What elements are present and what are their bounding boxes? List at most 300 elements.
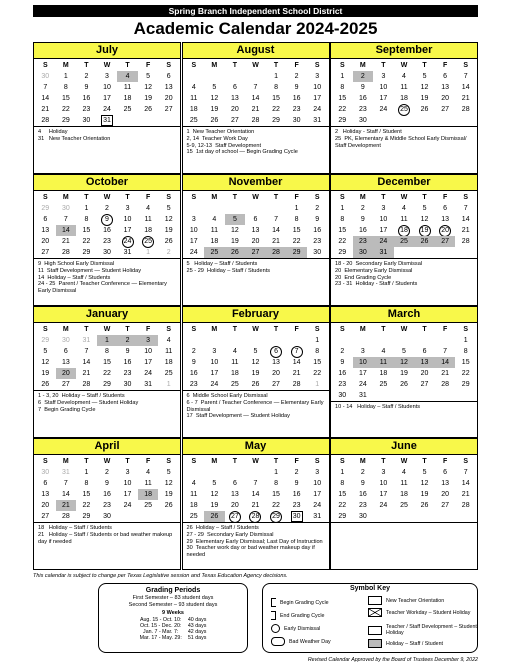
day-cell xyxy=(225,203,246,214)
weekday-label: S xyxy=(191,62,197,69)
day-cell: 1 xyxy=(274,73,279,80)
day-cell: 25 xyxy=(400,502,408,509)
note-line: 5 Holiday – Staff / Students xyxy=(186,261,258,267)
weekday-label: F xyxy=(294,326,299,333)
day-cell: 26 xyxy=(414,236,435,247)
day-cell: 18 xyxy=(400,491,408,498)
weekday-label: T xyxy=(381,326,386,333)
day-cell: 5 xyxy=(422,73,427,80)
note-line: 20 End Grading Cycle xyxy=(335,274,392,281)
day-cell: 17 xyxy=(210,370,219,377)
day-cell: 8 xyxy=(84,480,89,487)
day-cell: 4 xyxy=(232,348,237,355)
key-label: Teacher / Staff Development – Student Holiday xyxy=(386,624,477,636)
day-cell: 8 xyxy=(340,84,345,91)
day-cell: 15 xyxy=(272,95,280,102)
key-label: Teacher Workday – Student Holiday xyxy=(386,609,471,616)
day-cell xyxy=(455,115,476,126)
day-cell: 24 xyxy=(123,502,132,509)
day-cell: 7 xyxy=(274,216,279,223)
day-cell: 21 xyxy=(41,106,50,113)
day-cell: 29 xyxy=(82,249,91,256)
day-cell: 1 xyxy=(340,469,345,476)
day-cell: 12 xyxy=(420,84,429,91)
day-cell: 21 xyxy=(56,500,77,511)
day-cell: 9 xyxy=(360,216,365,223)
day-cell: 29 xyxy=(286,247,307,258)
weekday-label: S xyxy=(314,326,320,333)
day-cell: 14 xyxy=(461,84,470,91)
day-cell: 12 xyxy=(231,227,239,234)
day-cell: 13 xyxy=(231,95,239,102)
weekday-label: S xyxy=(463,458,469,465)
note-line: 24 - 25 Parent / Teacher Conference — Elementary Early Dismissal xyxy=(38,281,169,295)
teacher-workday-icon xyxy=(368,608,382,617)
day-cell: 28 xyxy=(61,513,70,520)
day-cell: 10 xyxy=(353,357,374,368)
end-grading-icon xyxy=(271,611,276,620)
weekday-label: M xyxy=(359,194,366,201)
weekday-label: F xyxy=(442,194,448,201)
note-line: 29 Elementary Early Dismissal; Last Day of Instruction xyxy=(186,538,323,545)
day-cell: 27 xyxy=(231,117,239,124)
day-cell: 24 xyxy=(373,236,394,247)
day-cell: 8 xyxy=(315,348,320,355)
day-cell: 22 xyxy=(82,238,91,245)
day-cell: 4 xyxy=(146,469,151,476)
day-cell: 15 xyxy=(338,227,347,234)
day-cell: 8 xyxy=(294,216,299,223)
weekday-label: W xyxy=(400,326,408,333)
day-cell: 15 xyxy=(338,491,347,498)
day-cell: 17 xyxy=(379,491,388,498)
key-label: Begin Grading Cycle xyxy=(280,599,329,606)
day-cell: 6 xyxy=(43,216,48,223)
day-cell: 25 xyxy=(394,104,415,115)
month-notes xyxy=(183,258,329,296)
note-line: 25 - 29 Holiday – Staff / Students xyxy=(186,267,271,274)
day-cell: 8 xyxy=(340,216,345,223)
day-cell: 4 xyxy=(166,337,171,344)
day-cell: 22 xyxy=(292,238,301,245)
day-cell: 30 xyxy=(358,117,367,124)
month-notes xyxy=(34,522,180,560)
day-cell: 10 xyxy=(313,84,322,91)
district-banner: Spring Branch Independent School District xyxy=(33,5,478,17)
weekday-label: T xyxy=(125,458,130,465)
note-line: 15 1st day of school — Begin Grading Cycle xyxy=(186,149,298,156)
day-cell: 29 xyxy=(82,513,91,520)
day-cell: 18 xyxy=(394,225,415,236)
day-cell: 5 xyxy=(422,469,427,476)
disclaimer: This calendar is subject to change per Texas Legislative session and Texas Education Agency decisions. xyxy=(33,573,288,579)
day-cell: 28 xyxy=(461,106,470,113)
day-cell: 20 xyxy=(435,225,456,236)
weekday-label: S xyxy=(463,326,469,333)
day-cell: 16 xyxy=(292,491,301,498)
month-notes xyxy=(331,258,477,296)
day-cell: 29 xyxy=(41,337,50,344)
weekday-label: S xyxy=(166,326,172,333)
day-cell: 8 xyxy=(340,480,345,487)
day-cell xyxy=(455,247,476,258)
note-line: 17 Staff Development — Student Holiday xyxy=(186,413,290,420)
day-cell: 6 xyxy=(232,84,237,91)
day-cell: 20 xyxy=(420,370,429,377)
note-line: 11 Staff Development — Student Holiday xyxy=(38,267,142,274)
day-cell: 25 xyxy=(138,236,159,247)
day-cell: 6 xyxy=(422,348,427,355)
day-grid xyxy=(183,323,329,390)
day-cell xyxy=(184,335,205,346)
gp-range: Jan. 7 - Mar. 7: xyxy=(143,628,179,635)
day-cell: 31 xyxy=(358,392,367,399)
day-grid xyxy=(183,191,329,258)
day-cell: 22 xyxy=(103,370,111,377)
gp-days: 40 days xyxy=(187,616,207,623)
day-cell xyxy=(158,511,179,522)
day-cell: 6 xyxy=(443,205,448,212)
day-cell: 27 xyxy=(420,381,429,388)
day-cell: 13 xyxy=(441,480,450,487)
day-cell: 12 xyxy=(251,359,260,366)
day-cell xyxy=(332,335,353,346)
gp-days: 43 days xyxy=(187,622,207,629)
day-cell: 24 xyxy=(358,381,367,388)
note-line: 31 New Teacher Orientation xyxy=(38,135,111,142)
day-cell: 11 xyxy=(165,348,173,355)
day-cell: 11 xyxy=(400,84,408,91)
day-cell: 31 xyxy=(144,381,153,388)
day-cell: 11 xyxy=(400,480,408,487)
day-cell: 1 xyxy=(97,335,118,346)
day-cell: 10 xyxy=(313,480,322,487)
day-cell: 28 xyxy=(251,117,260,124)
day-cell: 17 xyxy=(189,238,198,245)
month-row xyxy=(33,438,478,570)
day-cell: 23 xyxy=(358,502,367,509)
month-october xyxy=(33,174,181,306)
month-notes xyxy=(331,522,477,560)
day-cell: 25 xyxy=(231,381,239,388)
day-cell: 8 xyxy=(105,348,109,355)
day-cell: 23 xyxy=(292,502,301,509)
day-cell xyxy=(184,71,205,82)
note-line: 18 Holiday – Staff / Students xyxy=(38,525,112,531)
early-dismissal-icon xyxy=(271,624,280,633)
day-cell xyxy=(245,467,266,478)
month-row xyxy=(33,42,478,174)
day-cell: 3 xyxy=(315,469,320,476)
day-cell: 20 xyxy=(231,106,239,113)
day-cell xyxy=(394,335,415,346)
day-cell: 18 xyxy=(164,359,173,366)
day-cell: 9 xyxy=(105,480,109,487)
day-grid xyxy=(331,191,477,258)
day-cell: 11 xyxy=(373,357,394,368)
day-grid xyxy=(34,455,180,522)
day-cell xyxy=(455,511,476,522)
day-cell: 16 xyxy=(358,491,367,498)
day-cell: 18 xyxy=(144,227,153,234)
weekday-label: M xyxy=(211,62,218,69)
weekday-label: T xyxy=(273,194,279,201)
day-cell: 22 xyxy=(61,106,70,113)
day-cell: 26 xyxy=(225,247,246,258)
weekday-label: T xyxy=(232,62,238,69)
weekday-label: F xyxy=(294,62,299,69)
month-november xyxy=(182,174,330,306)
weekday-label: F xyxy=(145,62,151,69)
month-july xyxy=(33,42,181,174)
day-cell: 9 xyxy=(315,216,320,223)
day-cell: 1 xyxy=(315,337,320,344)
calendar-grid xyxy=(33,42,478,570)
day-cell: 14 xyxy=(292,359,301,366)
day-cell: 4 xyxy=(402,469,406,476)
day-cell: 17 xyxy=(144,359,153,366)
weekday-label: S xyxy=(191,458,197,465)
day-cell: 5 xyxy=(225,214,246,225)
weekday-label: W xyxy=(400,458,408,465)
day-cell: 30 xyxy=(61,205,70,212)
day-cell: 26 xyxy=(204,511,225,522)
day-cell: 25 xyxy=(379,381,388,388)
day-cell: 26 xyxy=(420,106,429,113)
weekday-label: S xyxy=(166,458,172,465)
day-cell xyxy=(245,71,266,82)
day-cell: 7 xyxy=(253,84,258,91)
day-cell: 29 xyxy=(266,511,287,522)
day-cell: 29 xyxy=(338,513,347,520)
weekday-label: M xyxy=(62,326,69,333)
weekday-label: S xyxy=(339,194,345,201)
weekday-label: T xyxy=(232,194,238,201)
day-cell xyxy=(158,115,179,126)
day-cell: 5 xyxy=(212,480,217,487)
day-grid xyxy=(331,455,477,522)
day-cell: 13 xyxy=(251,227,260,234)
day-cell: 12 xyxy=(210,491,219,498)
day-cell: 10 xyxy=(144,348,153,355)
day-grid xyxy=(331,323,477,401)
day-cell: 12 xyxy=(41,359,50,366)
day-cell xyxy=(414,115,435,126)
day-cell xyxy=(394,115,415,126)
weekday-label: T xyxy=(273,62,279,69)
day-cell xyxy=(245,335,266,346)
day-cell xyxy=(435,335,456,346)
day-cell: 25 xyxy=(144,502,153,509)
day-grid xyxy=(34,59,180,126)
day-cell: 31 xyxy=(313,513,322,520)
gp-range: Oct. 15 - Dec. 20: xyxy=(139,622,182,629)
weekday-label: W xyxy=(252,458,259,465)
day-cell: 7 xyxy=(286,346,307,357)
gp-range: Aug. 15 - Oct. 10: xyxy=(139,616,182,623)
day-cell: 14 xyxy=(41,95,50,102)
day-cell: 12 xyxy=(210,95,219,102)
day-cell xyxy=(414,335,435,346)
day-cell: 29 xyxy=(61,117,70,124)
day-cell: 30 xyxy=(103,249,111,256)
day-cell: 1 xyxy=(63,73,68,80)
day-cell: 28 xyxy=(441,381,450,388)
month-name: July xyxy=(34,43,180,59)
key-label: Early Dismissal xyxy=(284,625,321,632)
weekday-label: S xyxy=(166,62,172,69)
day-cell: 8 xyxy=(274,84,279,91)
day-cell: 10 xyxy=(103,84,111,91)
day-cell: 15 xyxy=(61,95,70,102)
day-cell: 24 xyxy=(189,249,198,256)
weekday-label: M xyxy=(62,62,69,69)
day-cell: 27 xyxy=(164,106,173,113)
month-name: March xyxy=(331,307,477,323)
day-cell: 20 xyxy=(272,370,280,377)
day-cell: 21 xyxy=(61,238,70,245)
month-notes xyxy=(331,401,477,439)
weekday-label: S xyxy=(463,194,469,201)
weekday-label: W xyxy=(400,62,408,69)
day-cell: 4 xyxy=(212,216,217,223)
weekday-label: T xyxy=(84,62,89,69)
day-cell: 19 xyxy=(144,95,153,102)
weekday-label: T xyxy=(125,62,130,69)
day-cell: 7 xyxy=(463,469,468,476)
weekday-label: T xyxy=(84,458,89,465)
weekday-label: F xyxy=(145,458,151,465)
day-cell: 18 xyxy=(210,238,219,245)
day-cell: 4 xyxy=(402,73,406,80)
day-cell: 12 xyxy=(420,480,429,487)
day-cell: 11 xyxy=(190,95,198,102)
day-cell: 10 xyxy=(379,84,388,91)
day-cell: 3 xyxy=(125,205,130,212)
day-cell: 28 xyxy=(245,511,266,522)
day-cell: 16 xyxy=(358,227,367,234)
day-grid xyxy=(183,59,329,126)
month-row xyxy=(33,174,478,306)
day-cell: 13 xyxy=(414,357,435,368)
day-cell: 18 xyxy=(123,95,132,102)
day-cell: 17 xyxy=(313,491,322,498)
day-cell xyxy=(184,467,205,478)
day-cell: 3 xyxy=(381,205,386,212)
day-cell: 26 xyxy=(400,381,408,388)
day-cell: 3 xyxy=(125,469,130,476)
day-cell: 26 xyxy=(144,106,153,113)
note-line: 14 Holiday – Staff / Students xyxy=(38,274,111,281)
day-cell: 4 xyxy=(191,480,196,487)
day-cell: 7 xyxy=(63,216,68,223)
day-cell: 24 xyxy=(117,236,138,247)
day-cell: 9 xyxy=(84,84,89,91)
day-cell: 13 xyxy=(231,491,239,498)
day-cell: 3 xyxy=(105,73,109,80)
day-cell: 12 xyxy=(164,216,173,223)
day-cell: 10 xyxy=(189,227,198,234)
grading-title: Grading Periods xyxy=(145,587,201,594)
day-cell: 4 xyxy=(146,205,151,212)
day-cell: 24 xyxy=(379,106,388,113)
weekday-label: W xyxy=(252,194,259,201)
day-cell: 26 xyxy=(210,117,219,124)
weekday-label: S xyxy=(463,62,469,69)
day-cell: 17 xyxy=(103,95,111,102)
day-cell: 3 xyxy=(381,73,386,80)
day-cell xyxy=(138,511,159,522)
day-cell: 8 xyxy=(274,480,279,487)
weekday-label: M xyxy=(211,458,218,465)
day-cell: 15 xyxy=(313,359,322,366)
day-cell xyxy=(138,115,159,126)
note-line: 4 Holiday xyxy=(38,129,68,135)
day-cell: 13 xyxy=(41,227,50,234)
day-cell: 21 xyxy=(251,502,260,509)
day-cell: 3 xyxy=(191,216,196,223)
day-cell: 29 xyxy=(461,381,470,388)
day-cell: 5 xyxy=(422,205,427,212)
month-name: February xyxy=(183,307,329,323)
month-may xyxy=(182,438,330,570)
weekday-label: W xyxy=(103,62,111,69)
day-cell: 8 xyxy=(463,348,468,355)
day-cell: 28 xyxy=(41,117,50,124)
day-cell: 25 xyxy=(189,513,198,520)
weekday-label: S xyxy=(42,194,48,201)
staff-development-icon xyxy=(368,626,382,635)
day-cell: 22 xyxy=(82,502,91,509)
day-cell: 24 xyxy=(313,502,322,509)
day-cell xyxy=(414,390,435,401)
note-line: 7 Begin Grading Cycle xyxy=(38,406,96,413)
day-cell: 21 xyxy=(441,370,450,377)
weekday-label: F xyxy=(145,326,151,333)
day-cell: 20 xyxy=(56,368,77,379)
day-cell xyxy=(245,203,266,214)
day-cell: 3 xyxy=(315,73,320,80)
day-cell: 28 xyxy=(461,502,470,509)
weekday-label: S xyxy=(339,62,345,69)
day-cell: 20 xyxy=(231,502,239,509)
day-cell: 19 xyxy=(251,370,260,377)
day-cell: 5 xyxy=(402,348,406,355)
day-cell: 13 xyxy=(441,84,450,91)
day-cell: 16 xyxy=(103,491,111,498)
day-cell: 2 xyxy=(294,469,299,476)
weekday-label: W xyxy=(103,194,111,201)
day-cell: 19 xyxy=(420,95,429,102)
day-cell: 2 xyxy=(340,348,345,355)
day-cell: 25 xyxy=(189,117,198,124)
day-cell: 13 xyxy=(441,216,450,223)
day-cell: 6 xyxy=(232,480,237,487)
symbol-key-box xyxy=(262,583,478,653)
day-cell: 14 xyxy=(251,95,260,102)
day-cell xyxy=(204,335,225,346)
note-line: 21 Holiday – Staff / Students or bad weather makeup day if needed xyxy=(38,531,174,545)
weekday-label: M xyxy=(211,194,218,201)
note-line: 9 High School Early Dismissal xyxy=(38,261,115,267)
weekday-label: F xyxy=(145,194,151,201)
day-cell: 2 xyxy=(360,469,365,476)
day-cell: 4 xyxy=(381,348,386,355)
weekday-label: W xyxy=(103,326,111,333)
day-cell xyxy=(353,335,374,346)
day-cell xyxy=(373,115,394,126)
day-cell: 22 xyxy=(272,106,280,113)
